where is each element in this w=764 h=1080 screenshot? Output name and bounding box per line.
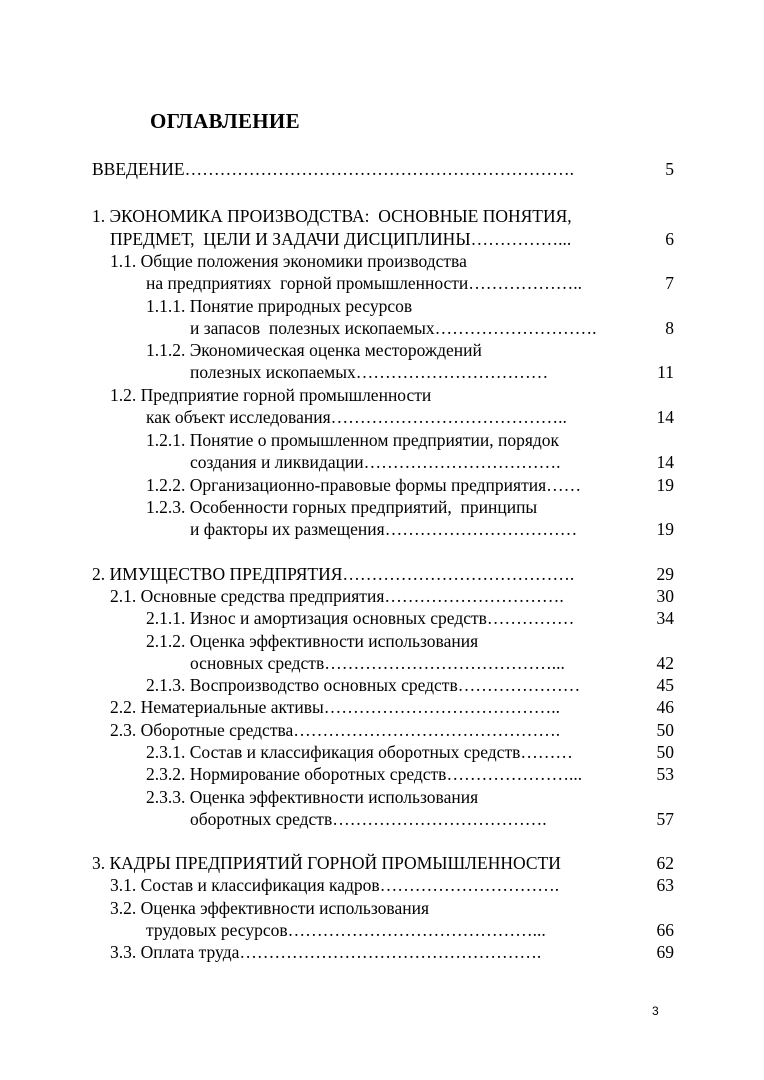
toc-entry-section-2-1[interactable]: 2.1. Основные средства предприятия…………………………. bbox=[110, 586, 564, 606]
toc-entry-subsection-2-3-3-cont[interactable]: оборотных средств………………………………. bbox=[190, 809, 547, 829]
toc-entry-subsection-2-3-2[interactable]: 2.3.2. Нормирование оборотных средств…………………... bbox=[146, 764, 583, 784]
toc-entry-section-3-2-cont[interactable]: трудовых ресурсов……………………………………... bbox=[146, 920, 546, 940]
toc-entry-section-1-1[interactable]: 1.1. Общие положения экономики производства bbox=[110, 251, 467, 271]
toc-page-number: 53 bbox=[656, 764, 674, 784]
toc-page-number: 11 bbox=[657, 362, 674, 382]
toc-page-number: 50 bbox=[656, 720, 674, 740]
toc-entry-chapter-3[interactable]: 3. КАДРЫ ПРЕДПРИЯТИЙ ГОРНОЙ ПРОМЫШЛЕННОСТИ bbox=[92, 853, 561, 873]
toc-entry-section-1-1-cont[interactable]: на предприятиях горной промышленности……………….. bbox=[146, 273, 583, 293]
toc-page-number: 66 bbox=[656, 920, 674, 940]
toc-page-number: 19 bbox=[656, 519, 674, 539]
toc-entry-subsection-1-2-2[interactable]: 1.2.2. Организационно-правовые формы предприятия…… bbox=[146, 475, 582, 495]
toc-entry-subsection-1-2-1-cont[interactable]: создания и ликвидации……………………………. bbox=[190, 452, 561, 472]
toc-entry-subsection-2-3-3[interactable]: 2.3.3. Оценка эффективности использования bbox=[146, 787, 479, 807]
toc-page-number: 62 bbox=[656, 853, 674, 873]
toc-entry-section-1-2-cont[interactable]: как объект исследования………………………………….. bbox=[146, 407, 567, 427]
toc-page-number: 42 bbox=[656, 653, 674, 673]
toc-entry-section-1-2[interactable]: 1.2. Предприятие горной промышленности bbox=[110, 385, 432, 405]
toc-entry-chapter-2[interactable]: 2. ИМУЩЕСТВО ПРЕДПРЯТИЯ…………………………………. bbox=[92, 564, 575, 584]
toc-entry-subsection-1-2-3-cont[interactable]: и факторы их размещения…………………………… bbox=[190, 519, 578, 539]
toc-entry-subsection-1-1-2-cont[interactable]: полезных ископаемых…………………………… bbox=[190, 362, 549, 382]
toc-page-number: 45 bbox=[656, 675, 674, 695]
toc-entry-section-3-2[interactable]: 3.2. Оценка эффективности использования bbox=[110, 898, 430, 918]
toc-entry-subsection-1-2-3[interactable]: 1.2.3. Особенности горных предприятий, принципы bbox=[146, 497, 538, 517]
toc-page-number: 14 bbox=[656, 452, 674, 472]
toc-entry-section-2-3[interactable]: 2.3. Оборотные средства………………………………………. bbox=[110, 720, 561, 740]
toc-entry-subsection-1-2-1[interactable]: 1.2.1. Понятие о промышленном предприятии, порядок bbox=[146, 430, 560, 450]
toc-entry-section-3-1[interactable]: 3.1. Состав и классификация кадров…………………………. bbox=[110, 875, 560, 895]
toc-page-number: 63 bbox=[656, 875, 674, 895]
toc-page-number: 8 bbox=[665, 318, 674, 338]
toc-page-number: 7 bbox=[665, 273, 674, 293]
toc-entry-subsection-1-1-1-cont[interactable]: и запасов полезных ископаемых………………………. bbox=[190, 318, 597, 338]
toc-title: ОГЛАВЛЕНИЕ bbox=[150, 109, 300, 133]
toc-entry-subsection-2-1-2-cont[interactable]: основных средств…………………………………... bbox=[190, 653, 565, 673]
toc-page-number: 69 bbox=[656, 942, 674, 962]
toc-entry-subsection-2-1-2[interactable]: 2.1.2. Оценка эффективности использования bbox=[146, 631, 479, 651]
toc-entry-chapter-1-cont[interactable]: ПРЕДМЕТ, ЦЕЛИ И ЗАДАЧИ ДИСЦИПЛИНЫ……………... bbox=[110, 229, 572, 249]
toc-page-number: 34 bbox=[656, 608, 674, 628]
toc-entry-section-2-2[interactable]: 2.2. Нематериальные активы………………………………….. bbox=[110, 697, 561, 717]
toc-page-number: 19 bbox=[656, 475, 674, 495]
toc-page-number: 57 bbox=[656, 809, 674, 829]
page-number: 3 bbox=[652, 1004, 659, 1018]
toc-entry-section-3-3[interactable]: 3.3. Оплата труда……………………………………………. bbox=[110, 942, 542, 962]
toc-entry-subsection-2-1-1[interactable]: 2.1.1. Износ и амортизация основных средств…………… bbox=[146, 608, 575, 628]
toc-entry-subsection-1-1-1[interactable]: 1.1.1. Понятие природных ресурсов bbox=[146, 296, 413, 316]
toc-page-number: 14 bbox=[656, 407, 674, 427]
toc-entry-chapter-1[interactable]: 1. ЭКОНОМИКА ПРОИЗВОДСТВА: ОСНОВНЫЕ ПОНЯТИЯ, bbox=[92, 206, 572, 226]
toc-page-number: 6 bbox=[665, 229, 674, 249]
toc-entry-subsection-1-1-2[interactable]: 1.1.2. Экономическая оценка месторождений bbox=[146, 340, 482, 360]
toc-page-number: 5 bbox=[665, 159, 674, 179]
toc-entry-introduction[interactable]: ВВЕДЕНИЕ…………………………………………………………. bbox=[92, 159, 575, 179]
toc-entry-subsection-2-1-3[interactable]: 2.1.3. Воспроизводство основных средств………………… bbox=[146, 675, 581, 695]
toc-page-number: 46 bbox=[656, 697, 674, 717]
toc-page-number: 29 bbox=[656, 564, 674, 584]
toc-page-number: 50 bbox=[656, 742, 674, 762]
toc-entry-subsection-2-3-1[interactable]: 2.3.1. Состав и классификация оборотных средств……… bbox=[146, 742, 573, 762]
toc-page-number: 30 bbox=[656, 586, 674, 606]
